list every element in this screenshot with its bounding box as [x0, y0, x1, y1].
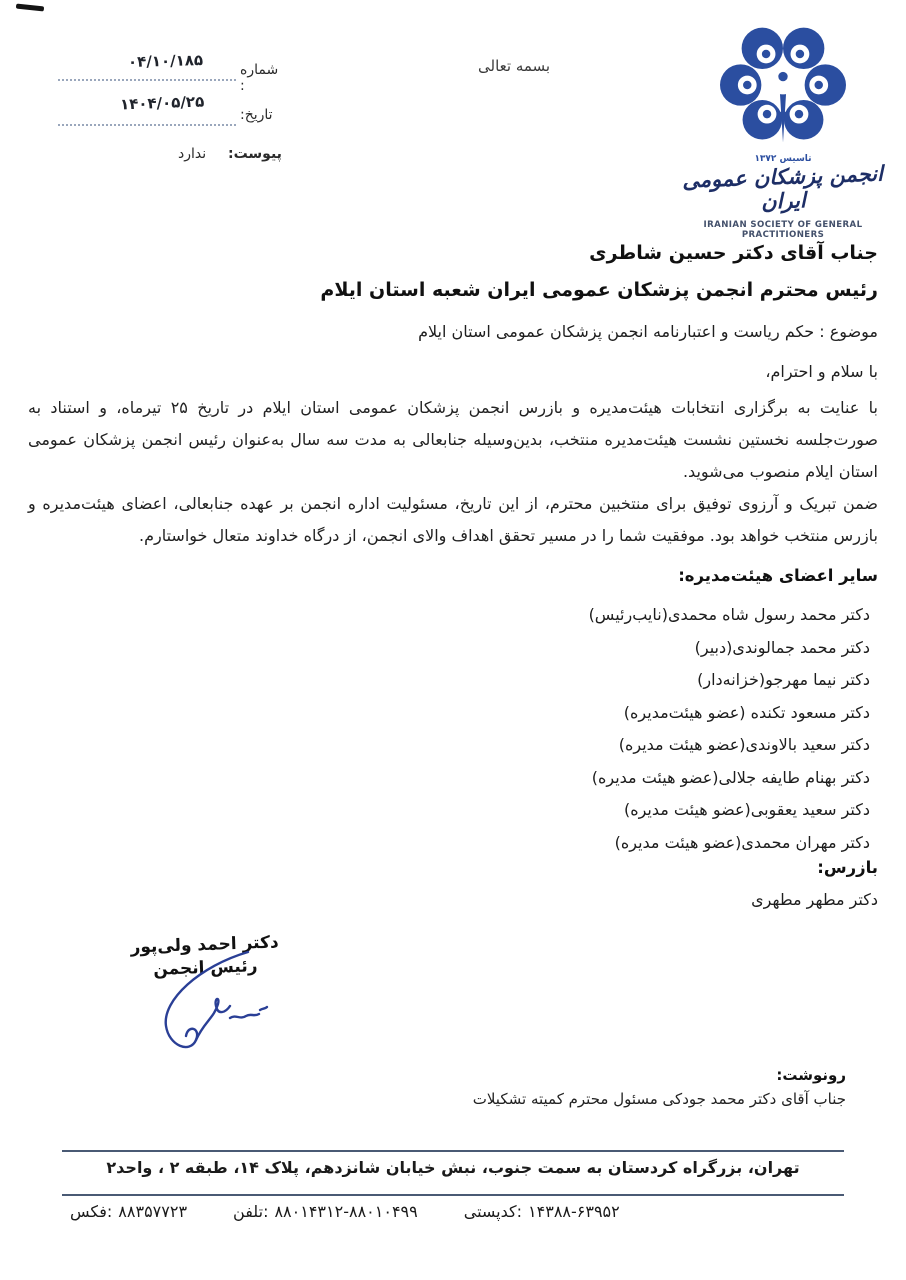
scan-corner-mark	[16, 4, 44, 12]
board-heading: سایر اعضای هیئت‌مدیره:	[678, 566, 878, 585]
phone-numbers: ۸۸۰۱۴۳۱۲-۸۸۰۱۰۴۹۹	[274, 1202, 418, 1221]
body-paragraph-2: ضمن تبریک و آرزوی توفیق برای منتخبین محترم، از این تاریخ، مسئولیت اداره انجمن بر عهده جنابعالی، اعضای هیئت‌مدیره و بازرس منتخب خواهد بود. موفقیت شما را در مسیر تحقق اهداف والای انجمن، از درگاه خداوند متعال خواستارم.	[28, 494, 878, 545]
date-dotted-line	[58, 123, 236, 126]
postal-code-label: کدپستی:	[463, 1202, 523, 1221]
cc-heading: رونوشت:	[776, 1066, 846, 1084]
letter-number-value: ۰۴/۱۰/۱۸۵	[127, 51, 204, 71]
board-member: دکتر سعید بالاوندی(عضو هیئت مدیره)	[618, 735, 870, 754]
phone-label: تلفن:	[233, 1202, 269, 1221]
org-name-english: IRANIAN SOCIETY OF GENERAL PRACTITIONERS	[703, 220, 863, 240]
letter-date-label: تاریخ:	[240, 107, 273, 123]
besmele-text: بسمه تعالی	[478, 57, 551, 75]
board-member: دکتر سعید یعقوبی(عضو هیئت مدیره)	[623, 800, 870, 819]
letter-number-label: شماره :	[240, 62, 279, 94]
footer-rule-top	[62, 1150, 844, 1152]
signer-name: دکتر احمد ولی‌پور	[130, 932, 280, 958]
signer-title: رئیس انجمن	[152, 956, 258, 980]
phone-group	[233, 1202, 418, 1221]
inspector-heading: بازرس:	[817, 858, 878, 877]
handwritten-signature	[130, 948, 310, 1068]
fax-group	[70, 1202, 187, 1221]
board-member: دکتر محمد جمالوندی(دبیر)	[694, 637, 870, 657]
board-member: دکتر محمد رسول شاه محمدی(نایب‌رئیس)	[588, 605, 870, 624]
postal-code-group	[464, 1202, 620, 1221]
board-member: دکتر نیما مهرجو(خزانه‌دار)	[697, 670, 870, 689]
subject-line: موضوع : حکم ریاست و اعتبارنامه انجمن پزشکان عمومی استان ایلام	[418, 322, 878, 341]
postal-code-value: ۱۴۳۸۸-۶۳۹۵۲	[528, 1202, 620, 1221]
fax-number: ۸۸۳۵۷۷۲۳	[118, 1202, 188, 1221]
addressee-name: جناب آقای دکتر حسین شاطری	[589, 242, 878, 264]
org-emblem-icon	[717, 22, 849, 148]
board-member: دکتر مسعود تکنده (عضو هیئت‌مدیره)	[623, 702, 870, 722]
attachment-value: ندارد	[178, 146, 207, 162]
fax-label: فکس:	[70, 1202, 113, 1221]
org-logo	[668, 22, 898, 240]
board-member: دکتر مهران محمدی(عضو هیئت مدیره)	[614, 832, 870, 852]
inspector-name: دکتر مطهر مطهری	[751, 890, 878, 909]
cc-recipient: جناب آقای دکتر محمد جودکی مسئول محترم کمیته تشکیلات	[472, 1090, 846, 1108]
org-name-farsi: انجمن پزشکان عمومی ایران	[681, 161, 884, 214]
footer-rule-bottom	[62, 1194, 844, 1196]
org-founded-year: تاسیس ۱۳۷۲	[754, 154, 812, 164]
attachment-label: پیوست:	[228, 146, 282, 162]
addressee-title: رئیس محترم انجمن پزشکان عمومی ایران شعبه استان ایلام	[320, 279, 878, 301]
footer-contacts	[70, 1202, 844, 1221]
letter-date-value: ۱۴۰۴/۰۵/۲۵	[119, 92, 205, 114]
board-member: دکتر بهنام طایفه جلالی(عضو هیئت مدیره)	[591, 767, 870, 787]
board-members-list	[28, 599, 870, 859]
footer-address: تهران، بزرگراه کردستان به سمت جنوب، نبش خیابان شانزدهم، پلاک ۱۴، طبقه ۲ ، واحد۲	[106, 1158, 800, 1177]
body-paragraph-1: با عنایت به برگزاری انتخابات هیئت‌مدیره و بازرس انجمن پزشکان عمومی استان ایلام در تاریخ ۲۵ تیرماه، و استناد به صورت‌جلسه نخستین نشست هیئت‌مدیره منتخب، بدین‌وسیله جنابعالی به مدت سه سال به‌عنوان رئیس انجمن پزشکان عمومی استان ایلام منصوب می‌شوید.	[28, 398, 878, 481]
salutation: با سلام و احترام،	[765, 362, 878, 381]
number-dotted-line	[58, 78, 236, 81]
